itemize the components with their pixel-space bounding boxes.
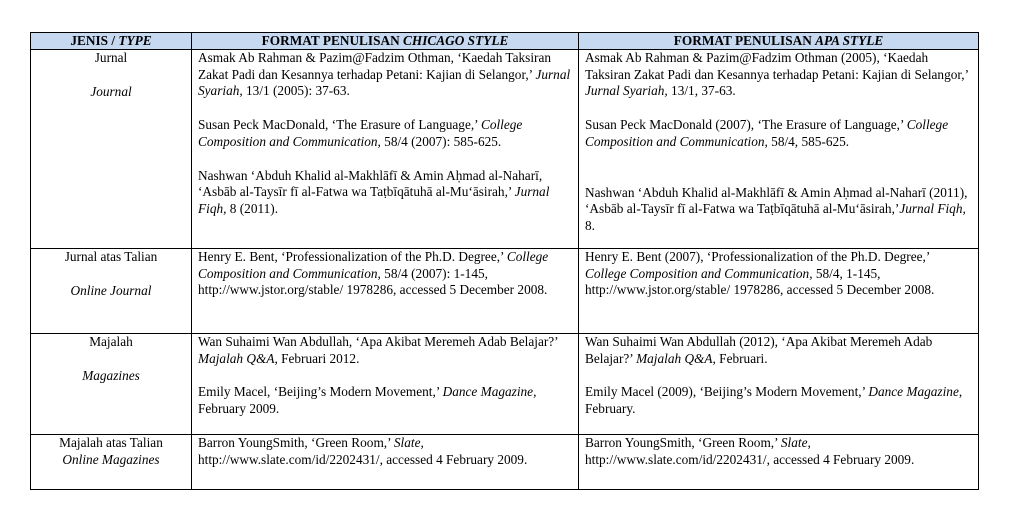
apa-cell: [579, 334, 979, 435]
citation: Henry E. Bent, ‘Professionalization of the Ph.D. Degree,’ College Composition and Communication, 58/4 (2007): 1-145, http://www.jstor.org/stable/ 1978286, accessed 5 December 2008.: [198, 249, 549, 298]
header-apa: [579, 33, 979, 50]
type-name-en: Magazines: [82, 367, 140, 383]
chicago-cell: [192, 249, 579, 334]
citation: Asmak Ab Rahman & Pazim@Fadzim Othman (2005), ‘Kaedah Taksiran Zakat Padi dan Kesannya terhadap Petani: Kajian di Selangor,’ Jurnal Syariah, 13/1, 37-63.: [585, 50, 969, 99]
reference-format-table: [30, 32, 979, 490]
chicago-cell: [192, 334, 579, 435]
type-name-ms: Jurnal: [94, 50, 128, 65]
citation: Wan Suhaimi Wan Abdullah (2012), ‘Apa Akibat Meremeh Adab Belajar?’ Majalah Q&A, Februari.: [585, 334, 933, 366]
apa-cell: [579, 249, 979, 334]
citation: Barron YoungSmith, ‘Green Room,’ Slate, http://www.slate.com/id/2202431/, accessed 4 February 2009.: [585, 435, 915, 467]
header-row: [31, 33, 979, 50]
header-type-label: JENIS /: [70, 33, 119, 48]
header-apa-label: FORMAT PENULISAN: [673, 33, 816, 48]
table-row: [31, 334, 979, 435]
header-type: [31, 33, 192, 50]
type-name-en: Journal: [90, 83, 132, 99]
type-name-ms: Jurnal atas Talian: [64, 249, 158, 264]
citation: Nashwan ‘Abduh Khalid al-Makhlāfī & Amin Aḥmad al-Naharī (2011), ‘Asbāb al-Taysīr fī al-Fatwa wa Taṭbīqātuhā al-Mu‘āsirah,’Jurnal Fiqh, 8.: [585, 184, 968, 233]
chicago-cell: [192, 50, 579, 249]
citation: Susan Peck MacDonald (2007), ‘The Erasure of Language,’ College Composition and Communication, 58/4, 585-625.: [585, 117, 949, 149]
chicago-cell: [192, 435, 579, 490]
citation: Asmak Ab Rahman & Pazim@Fadzim Othman, ‘Kaedah Taksiran Zakat Padi dan Kesannya terhadap Petani: Kajian di Selangor,’ Jurnal Syariah, 13/1 (2005): 37-63.: [198, 50, 571, 99]
table-row: [31, 50, 979, 249]
citation: Emily Macel (2009), ‘Beijing’s Modern Movement,’ Dance Magazine, February.: [585, 384, 963, 417]
table-row: [31, 249, 979, 334]
type-cell: [31, 334, 192, 435]
type-name-ms: Majalah: [89, 334, 133, 349]
citation: Nashwan ‘Abduh Khalid al-Makhlāfī & Amin Aḥmad al-Naharī, ‘Asbāb al-Taysīr fī al-Fatwa wa Taṭbīqātuhā al-Mu‘āsirah,’ Jurnal Fiqh, 8 (2011).: [198, 167, 550, 216]
table-row: [31, 435, 979, 490]
header-chicago-label: FORMAT PENULISAN: [261, 33, 404, 48]
citation: Emily Macel, ‘Beijing’s Modern Movement,’ Dance Magazine, February 2009.: [198, 384, 537, 417]
type-name-ms: Majalah atas Talian: [59, 435, 163, 450]
apa-cell: [579, 435, 979, 490]
type-cell: [31, 50, 192, 249]
header-apa-label-italic: APA STYLE: [815, 33, 884, 48]
type-name-en: Online Journal: [70, 282, 152, 298]
apa-cell: [579, 50, 979, 249]
header-chicago: [192, 33, 579, 50]
type-cell: [31, 249, 192, 334]
type-name-en: Online Magazines: [62, 451, 160, 467]
citation: Barron YoungSmith, ‘Green Room,’ Slate, http://www.slate.com/id/2202431/, accessed 4 February 2009.: [198, 435, 528, 467]
type-cell: [31, 435, 192, 490]
header-chicago-label-italic: CHICAGO STYLE: [403, 33, 509, 48]
header-type-label-italic: TYPE: [118, 33, 152, 48]
citation: Henry E. Bent (2007), ‘Professionalization of the Ph.D. Degree,’ College Composition and Communication, 58/4, 1-145, http://www.jstor.org/stable/ 1978286, accessed 5 December 2008.: [585, 249, 935, 298]
citation: Wan Suhaimi Wan Abdullah, ‘Apa Akibat Meremeh Adab Belajar?’ Majalah Q&A, Februari 2012.: [198, 334, 558, 366]
citation: Susan Peck MacDonald, ‘The Erasure of Language,’ College Composition and Communication, 58/4 (2007): 585-625.: [198, 117, 523, 149]
